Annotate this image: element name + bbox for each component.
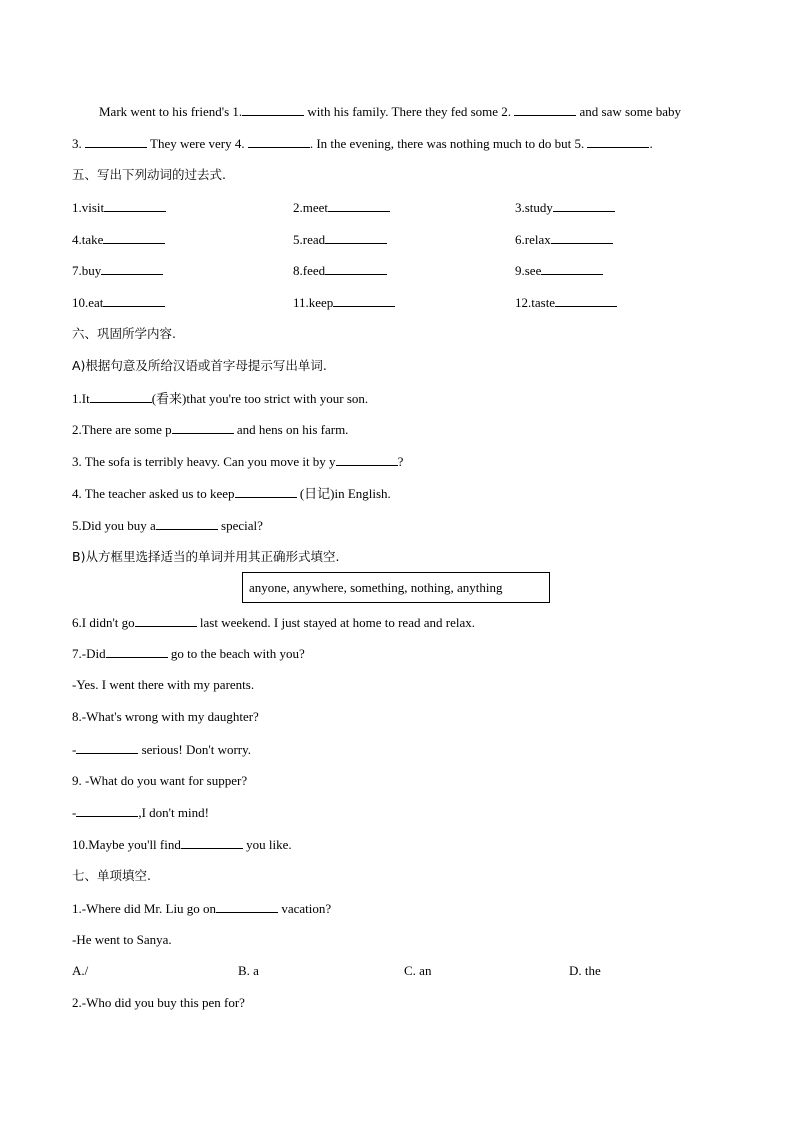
answer-blank[interactable] (90, 390, 152, 403)
passage-text: 3. (72, 136, 82, 151)
verb-blank[interactable] (104, 199, 166, 212)
blank-1[interactable] (242, 103, 304, 116)
verb-blank[interactable] (328, 199, 390, 212)
answer-blank[interactable] (235, 485, 297, 498)
part-a-instruction: A)根据句意及所给汉语或首字母提示写出单词. (72, 358, 327, 373)
part-b-answer-9: - ,I don't mind! (72, 805, 209, 820)
section-5-title: 五、写出下列动词的过去式. (72, 167, 226, 182)
verb-item: 12.taste (515, 294, 617, 311)
verb-blank[interactable] (553, 199, 615, 212)
answer-blank[interactable] (172, 421, 234, 434)
answer-blank[interactable] (156, 517, 218, 530)
part-b-answer-7: -Yes. I went there with my parents. (72, 677, 255, 692)
blank-4[interactable] (248, 135, 310, 148)
part-b-question-6: 6.I didn't go last weekend. I just stayed at home to read and relax. (72, 615, 475, 630)
part-a-question-4: 4. The teacher asked us to keep (日记)in English. (72, 486, 391, 501)
verb-blank[interactable] (101, 262, 163, 275)
verb-blank[interactable] (325, 231, 387, 244)
part-b-question-7: 7.-Did go to the beach with you? (72, 646, 305, 661)
section-6-title: 六、巩固所学内容. (72, 326, 176, 341)
option-c[interactable]: C. an (404, 963, 432, 978)
verb-blank[interactable] (551, 231, 613, 244)
blank-5[interactable] (587, 135, 649, 148)
verb-item: 1.visit (72, 199, 166, 216)
answer-blank[interactable] (336, 453, 398, 466)
passage-line-1 (99, 103, 681, 120)
verb-item: 5.read (293, 231, 387, 248)
verb-item: 9.see (515, 262, 603, 279)
verb-item: 3.study (515, 199, 615, 216)
word-box (242, 572, 550, 603)
passage-text: . (649, 136, 653, 151)
part-a-question-2: 2.There are some p and hens on his farm. (72, 422, 349, 437)
passage-text: and saw some baby (576, 104, 681, 119)
passage-text: with his family. There they fed some 2. (304, 104, 512, 119)
part-b-question-8: 8.-What's wrong with my daughter? (72, 709, 259, 724)
blank-2[interactable] (514, 103, 576, 116)
verb-item: 10.eat (72, 294, 165, 311)
option-d[interactable]: D. the (569, 963, 601, 978)
verb-blank[interactable] (555, 294, 617, 307)
passage-text: Mark went to his friend's 1. (99, 104, 243, 119)
verb-item: 4.take (72, 231, 165, 248)
part-b-instruction: B)从方框里选择适当的单词并用其正确形式填空. (72, 549, 340, 564)
verb-item: 11.keep (293, 294, 395, 311)
answer-blank[interactable] (181, 836, 243, 849)
part-b-question-9: 9. -What do you want for supper? (72, 773, 248, 788)
answer-blank[interactable] (76, 804, 138, 817)
verb-blank[interactable] (325, 262, 387, 275)
section-7-title: 七、单项填空. (72, 868, 151, 883)
word-box-text: anyone, anywhere, something, nothing, anything (249, 579, 503, 595)
answer-blank[interactable] (216, 900, 278, 913)
verb-item: 6.relax (515, 231, 613, 248)
option-a[interactable]: A./ (72, 963, 89, 978)
part-b-question-10: 10.Maybe you'll find you like. (72, 837, 292, 852)
verb-blank[interactable] (103, 231, 165, 244)
passage-text: They were very 4. (147, 136, 245, 151)
verb-blank[interactable] (333, 294, 395, 307)
part-b-answer-8: - serious! Don't worry. (72, 742, 252, 757)
part-a-question-1: 1.It (看来)that you're too strict with your son. (72, 391, 369, 406)
answer-blank[interactable] (106, 645, 168, 658)
option-b[interactable]: B. a (238, 963, 259, 978)
answer-blank[interactable] (76, 741, 138, 754)
verb-item: 8.feed (293, 262, 387, 279)
mc-answer-1: -He went to Sanya. (72, 932, 172, 947)
answer-blank[interactable] (135, 614, 197, 627)
part-a-question-3: 3. The sofa is terribly heavy. Can you move it by y ? (72, 454, 404, 469)
blank-3[interactable] (85, 135, 147, 148)
part-a-question-5: 5.Did you buy a special? (72, 518, 263, 533)
mc-question-2: 2.-Who did you buy this pen for? (72, 995, 245, 1010)
verb-item: 2.meet (293, 199, 390, 216)
verb-blank[interactable] (103, 294, 165, 307)
mc-question-1: 1.-Where did Mr. Liu go on vacation? (72, 901, 332, 916)
passage-text: . In the evening, there was nothing much to do but 5. (309, 136, 585, 151)
passage-line-2 (72, 135, 653, 152)
verb-item: 7.buy (72, 262, 163, 279)
verb-blank[interactable] (541, 262, 603, 275)
